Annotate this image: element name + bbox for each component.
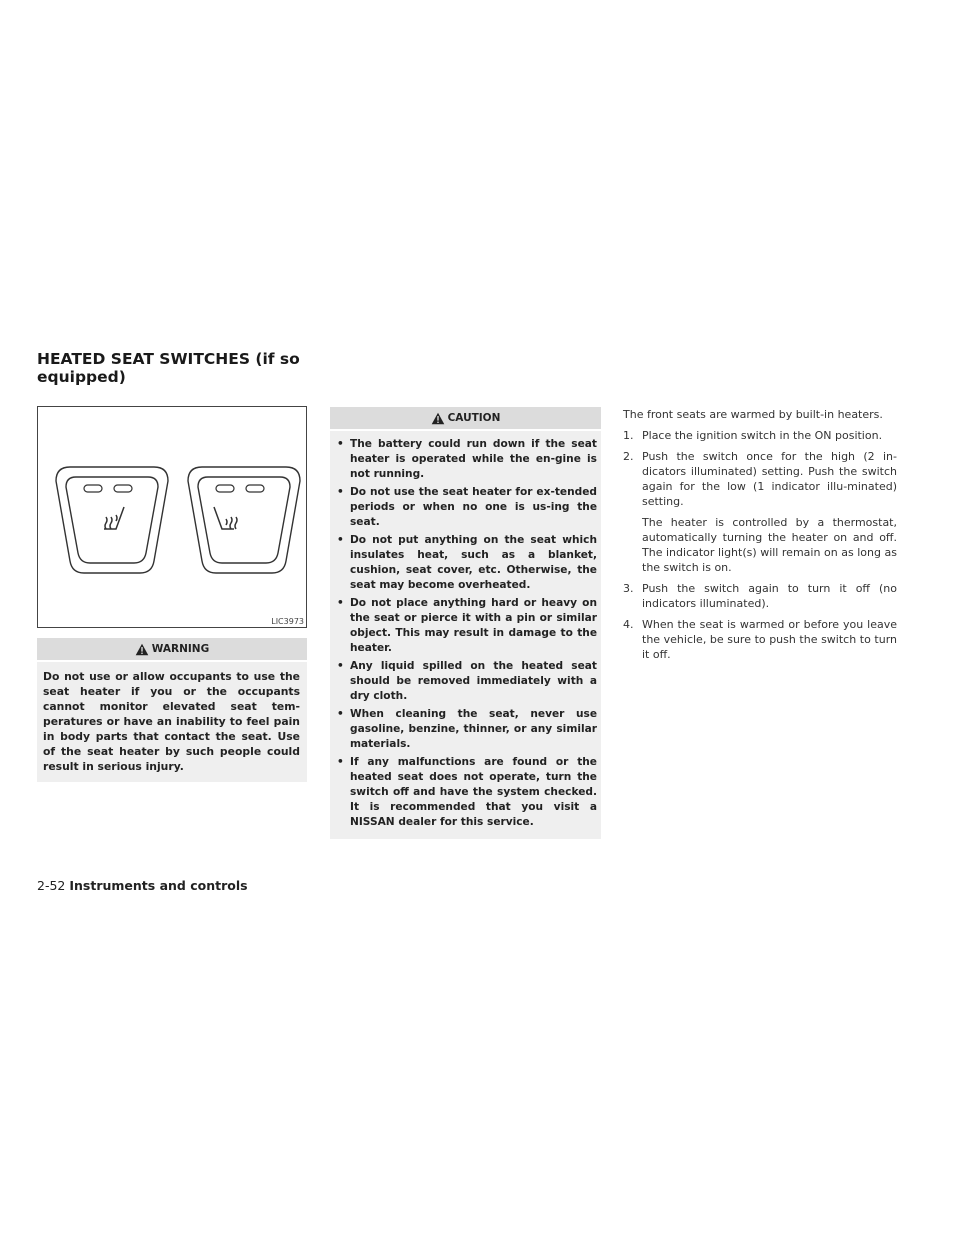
instruction-step [623, 449, 897, 575]
left-seat-heater-switch [56, 467, 168, 573]
warning-header [37, 638, 307, 660]
caution-body [330, 431, 601, 839]
instruction-step [623, 581, 897, 611]
warning-box [37, 638, 307, 782]
page-number: 2-52 [37, 878, 66, 893]
warning-triangle-icon [431, 412, 445, 425]
page-footer [37, 878, 248, 893]
instructions-intro: The front seats are warmed by built-in heaters. [623, 408, 883, 421]
instruction-step [623, 428, 897, 443]
caution-item: • Do not put anything on the seat which insulates heat, such as a blanket, cushion, seat cover, etc. Otherwise, the seat may become overheated. [330, 533, 597, 593]
seat-switches-illustration [38, 407, 306, 627]
heated-seat-switches-figure [37, 406, 307, 628]
caution-item: • When cleaning the seat, never use gasoline, benzine, thinner, or any similar materials. [330, 707, 597, 752]
warning-heading: WARNING [151, 643, 210, 655]
caution-item: • If any malfunctions are found or the heated seat does not operate, turn the switch off and have the system checked. It is recommended that you visit a NISSAN dealer for this service. [330, 755, 597, 830]
instructions-column [623, 407, 897, 668]
step-note: The heater is controlled by a thermostat, automatically turning the heater on and off. The indicator light(s) will remain on as long as the switch is on. [642, 516, 897, 574]
right-seat-heater-switch [188, 467, 300, 573]
chapter-title: Instruments and controls [69, 878, 248, 893]
warning-text: Do not use or allow occupants to use the seat heater if you or the occupants cannot monitor elevated seat tem-peratures or have an inability to feel pain in body parts that contact the seat. Use of the seat heater by such people could result in serious injury. [37, 662, 307, 782]
step-number: 2. [623, 450, 634, 463]
step-number: 3. [623, 582, 634, 595]
figure-label: LIC3973 [271, 617, 304, 626]
caution-header [330, 407, 601, 429]
caution-item: • Do not place anything hard or heavy on the seat or pierce it with a pin or similar object. This may result in damage to the heater. [330, 596, 597, 656]
step-number: 1. [623, 429, 634, 442]
instructions-steps [623, 428, 897, 662]
step-text: Place the ignition switch in the ON position. [642, 429, 883, 442]
step-text: When the seat is warmed or before you leave the vehicle, be sure to push the switch to turn it off. [642, 618, 897, 661]
step-number: 4. [623, 618, 634, 631]
instruction-step [623, 617, 897, 662]
step-text: Push the switch again to turn it off (no indicators illuminated). [642, 582, 897, 610]
caution-item: • Do not use the seat heater for ex-tended periods or when no one is us-ing the seat. [330, 485, 597, 530]
caution-item: • Any liquid spilled on the heated seat should be removed immediately with a dry cloth. [330, 659, 597, 704]
caution-box [330, 407, 601, 839]
caution-item: • The battery could run down if the seat heater is operated while the en-gine is not running. [330, 437, 597, 482]
step-text: Push the switch once for the high (2 in-dicators illuminated) setting. Push the switch again for the low (1 indicator illu-minated) setting. [642, 450, 897, 508]
caution-heading: CAUTION [447, 412, 501, 424]
caution-list [330, 437, 597, 830]
section-title: HEATED SEAT SWITCHES (if so equipped) [37, 350, 300, 386]
warning-triangle-icon [135, 643, 149, 656]
